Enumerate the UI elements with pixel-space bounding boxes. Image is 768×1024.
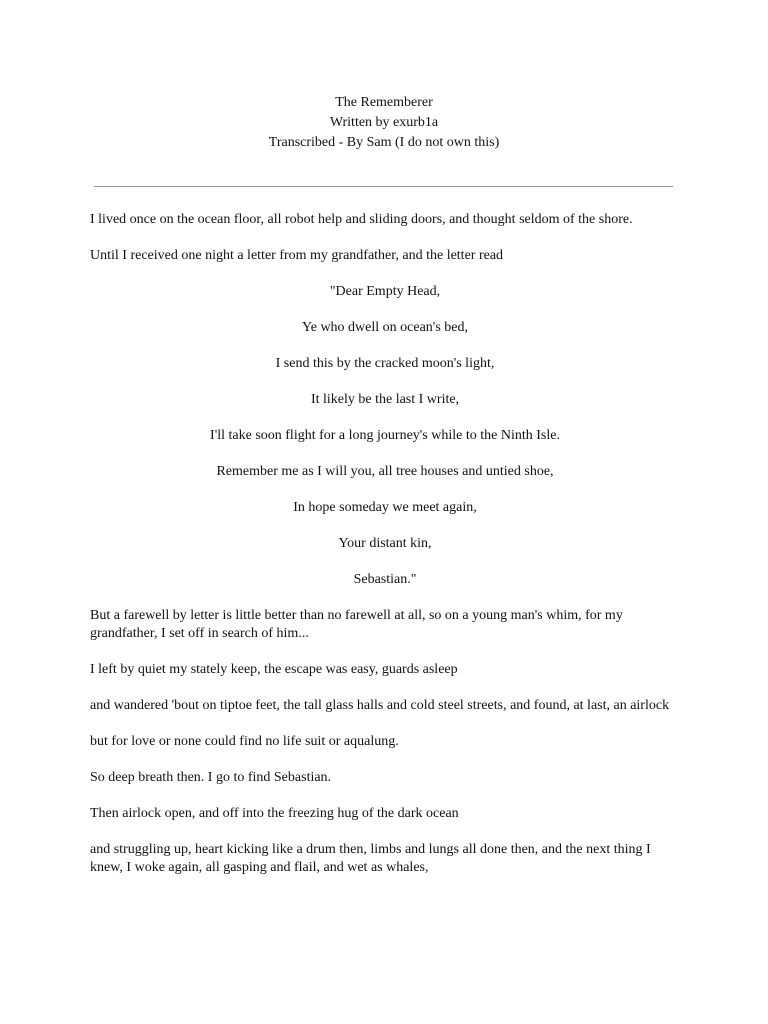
paragraph-airlock: and wandered 'bout on tiptoe feet, the tall glass halls and cold steel streets, and found, at last, an airlock [90,698,670,713]
paragraph-struggling-up: and struggling up, heart kicking like a drum then, limbs and lungs all done then, and the next thing I knew, I woke again, all gasping and flail, and wet as whales, [90,842,651,875]
letter-line: It likely be the last I write, [310,392,460,407]
letter-line: I send this by the cracked moon's light, [275,356,495,371]
document-header [0,93,768,153]
paragraph-dark-ocean: Then airlock open, and off into the freezing hug of the dark ocean [90,806,459,821]
letter-line: I'll take soon flight for a long journey's while to the Ninth Isle. [210,428,560,443]
paragraph-escape: I left by quiet my stately keep, the escape was easy, guards asleep [90,662,458,677]
paragraph-farewell: But a farewell by letter is little better than no farewell at all, so on a young man's whim, for my grandfather, I set off in search of him... [90,608,623,641]
document-title: The Rememberer [335,95,433,110]
paragraph-aqualung: but for love or none could find no life suit or aqualung. [90,734,399,749]
letter-line: Ye who dwell on ocean's bed, [302,320,468,335]
letter-signature: Sebastian." [353,572,417,587]
paragraph-letter-intro: Until I received one night a letter from my grandfather, and the letter read [90,248,504,263]
letter-line: Remember me as I will you, all tree houses and untied shoe, [216,464,554,479]
letter-line-salutation: "Dear Empty Head, [329,284,441,299]
paragraph-deep-breath: So deep breath then. I go to find Sebastian. [90,770,332,785]
paragraph-ocean-floor: I lived once on the ocean floor, all robot help and sliding doors, and thought seldom of the shore. [90,212,633,227]
document-body [90,211,680,895]
transcription-note: Transcribed - By Sam (I do not own this) [268,135,500,150]
header-divider [94,186,673,187]
author-line: Written by exurb1a [329,115,439,130]
letter-line: Your distant kin, [338,536,432,551]
letter-line: In hope someday we meet again, [293,500,477,515]
